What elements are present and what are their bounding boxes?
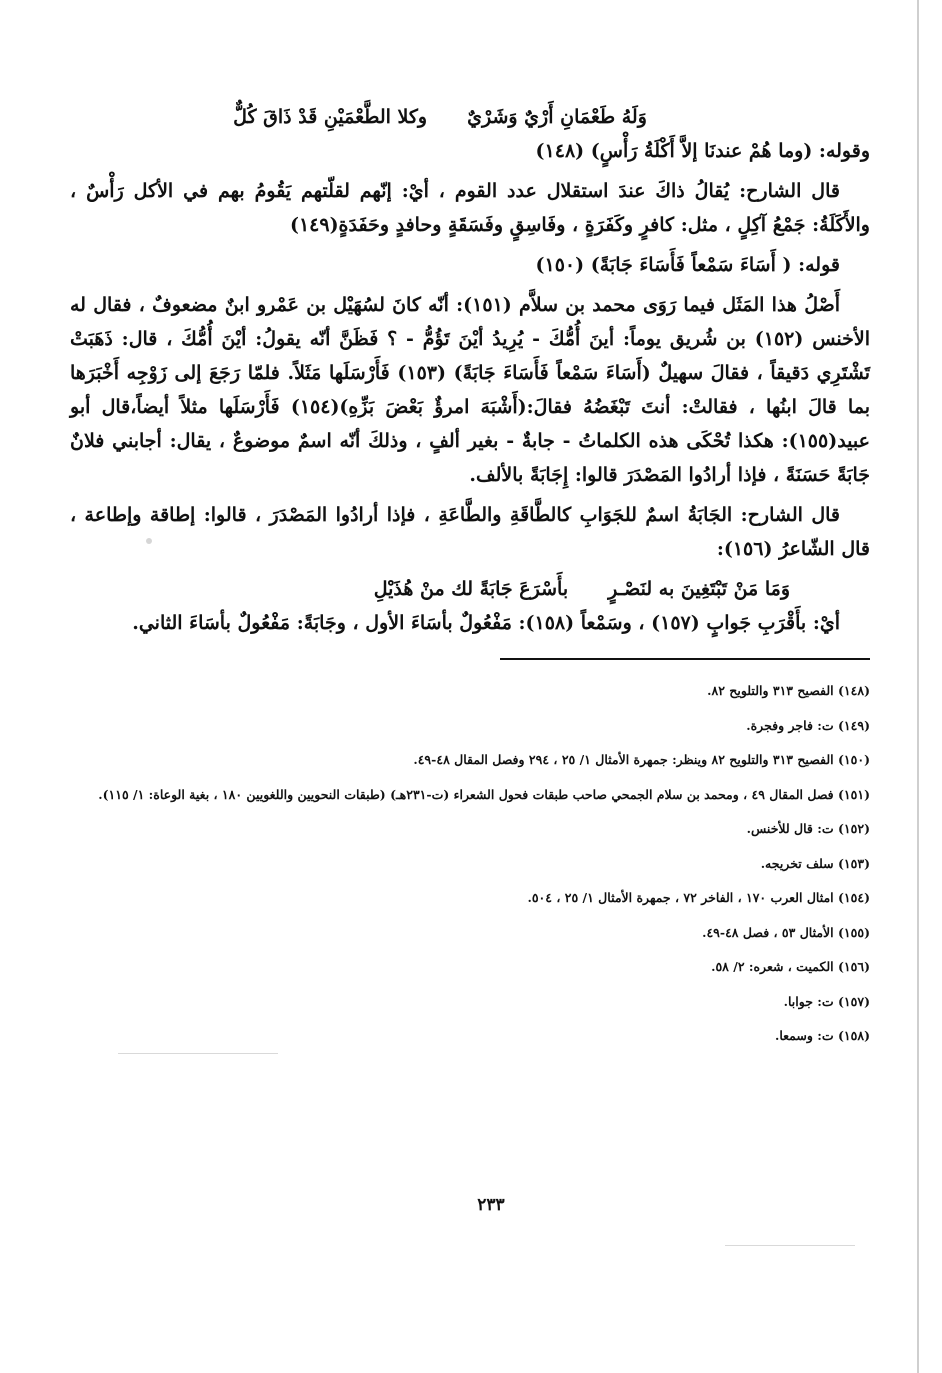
- scan-artifact-line: [118, 1053, 278, 1054]
- paragraph-proverb-origin: أَصْلُ هذا المَثَل فيما رَوَى محمد بن سلاَّم (١٥١): أنّه كانَ لسُهَيْل بن عَمْرو ابنٌ مضعوفٌ ، فقال له الأخنس (١٥٢) بن شُريق يوماً: أينَ أُمُّكَ - يُرِيدُ أيْنَ تَؤُمُّ - ؟ فَظَنَّ أنّه يقولُ: أيْنَ أُمُّكَ ، قال: ذَهَبَتْ تَشْتَرِي دَقيقاً ، فقالَ سهيلٌ (أَسَاءَ سَمْعاً فَأَسَاءَ جَابَةً) (١٥٣) فَأَرْسَلَها مَثَلاً. فلمّا رَجَعَ إلى زَوْجِه أَخْبَرَها بما قالَ ابنُها ، فقالتْ: أنتَ تَبْغَضُهُ فقالَ:(أَشْبَهَ امرؤٌ بَعْضَ بَزِّهِ)(١٥٤) فَأَرْسَلَها مثلاً أيضاً،قال أبو عبيد(١٥٥): هكذا تُحْكَى هذه الكلماتُ - جابةٌ - بغير ألفٍ ، وذلكَ أنّه اسمٌ موضوعٌ ، يقال: أجابني فلانٌ جَابَةً حَسَنَةً ، فإذا أرادُوا المَصْدَرَ قالوا: إِجَابَةً بالألف.: [70, 294, 871, 486]
- footnote-152: (١٥٢) ت: قال للأخنس.: [746, 821, 870, 836]
- paragraph-quote-148: وقوله: (وما هُمْ عندنَا إلاَّ أَكْلَةُ رَأْسٍ) (١٤٨): [535, 140, 870, 162]
- footnote-151: (١٥١) فصل المقال ٤٩ ، ومحمد بن سلام الجمحي صاحب طبقات فحول الشعراء (ت-٢٣١هـ) (طبقات النحويين واللغويين ١٨٠ ، بغية الوعاة: ١/ ١١٥).: [98, 786, 870, 802]
- page-number: ٢٣٣: [477, 1195, 505, 1215]
- scan-edge-line: [917, 0, 919, 1373]
- paragraph-closing: أيْ: بأَقْرَبِ جَوابٍ (١٥٧) ، وسَمْعاً (١٥٨): مَفْعُولٌ بأسَاءَ الأول ، وجَابَةً: مَفْعُولٌ بأسَاءَ الثاني.: [132, 612, 840, 634]
- footnote-divider: [500, 658, 870, 660]
- paragraph-commentary-2: قال الشارح: الجَابَةُ اسمٌ للجَوَابِ كالطَّاقَةِ والطَّاعَةِ ، فإذا أرادُوا المَصْدَرَ ، قالوا: إطاقة وإطاعة ، قال الشّاعرُ (١٥٦):: [70, 504, 870, 560]
- footnote-158: (١٥٨) ت: وسمعا.: [774, 1028, 870, 1043]
- footnote-150: (١٥٠) الفصيح ٣١٣ والتلويح ٨٢ وينظر: جمهرة الأمثال ١/ ٢٥ ، ٢٩٤ وفصل المقال ٤٨-٤٩.: [413, 752, 870, 767]
- footnote-148: (١٤٨) الفصيح ٣١٣ والتلويح ٨٢.: [707, 683, 870, 698]
- footnote-156: (١٥٦) الكميت ، شعره: ٢/ ٥٨.: [711, 959, 870, 974]
- footnote-154: (١٥٤) امثال العرب ١٧٠ ، الفاخر ٧٢ ، جمهرة الأمثال ١/ ٢٥ ، ٥٠٤.: [527, 890, 870, 905]
- footnotes: [70, 674, 870, 1054]
- poem-verse-1: [70, 100, 870, 134]
- scan-artifact-line: [725, 1245, 855, 1246]
- verse-2-second-half: بأَسْرَعَ جَابَةً لك منْ هُذَيْلِ: [373, 578, 569, 600]
- footnote-157: (١٥٧) ت: جوابا.: [783, 993, 870, 1009]
- footnote-155: (١٥٥) الأمثال ٥٣ ، فصل ٤٨-٤٩.: [702, 924, 870, 940]
- document-page: [70, 100, 870, 1054]
- paragraph-quote-150: قوله: ( أَسَاءَ سَمْعاً فَأَسَاءَ جَابَةً) (١٥٠): [535, 254, 840, 276]
- poem-verse-2: [70, 572, 870, 606]
- verse-1-second-half: وكلا الطَّعْمَيْنِ قَدْ ذَاقَ كُلٌّ: [233, 106, 428, 128]
- footnote-153: (١٥٣) سلف تخريجه.: [760, 855, 870, 871]
- scan-smudge: [146, 538, 152, 544]
- verse-1-first-half: وَلَهُ طَعْمَانِ أَرْيٌ وَشَرْيٌ: [467, 106, 647, 128]
- footnote-149: (١٤٩) ت: فاجر وفجرة.: [746, 717, 870, 733]
- verse-2-first-half: وَمَا مَنْ تَبْتَغِينَ به لنَصْـرٍ: [608, 578, 790, 600]
- paragraph-commentary-1: قال الشارح: يُقالُ ذاكَ عندَ استقلال عدد القوم ، أيْ: إنّهم لقلّتهم يَقُومُ بهم في الأكل رَأْسٌ ، والأَكَلَةُ: جَمْعُ آكِلٍ ، مثل: كافرٍ وكَفَرَةٍ ، وفَاسِقٍ وفَسَقَةٍ وحافدٍ وحَفَدَةٍ(١٤٩): [70, 180, 870, 236]
